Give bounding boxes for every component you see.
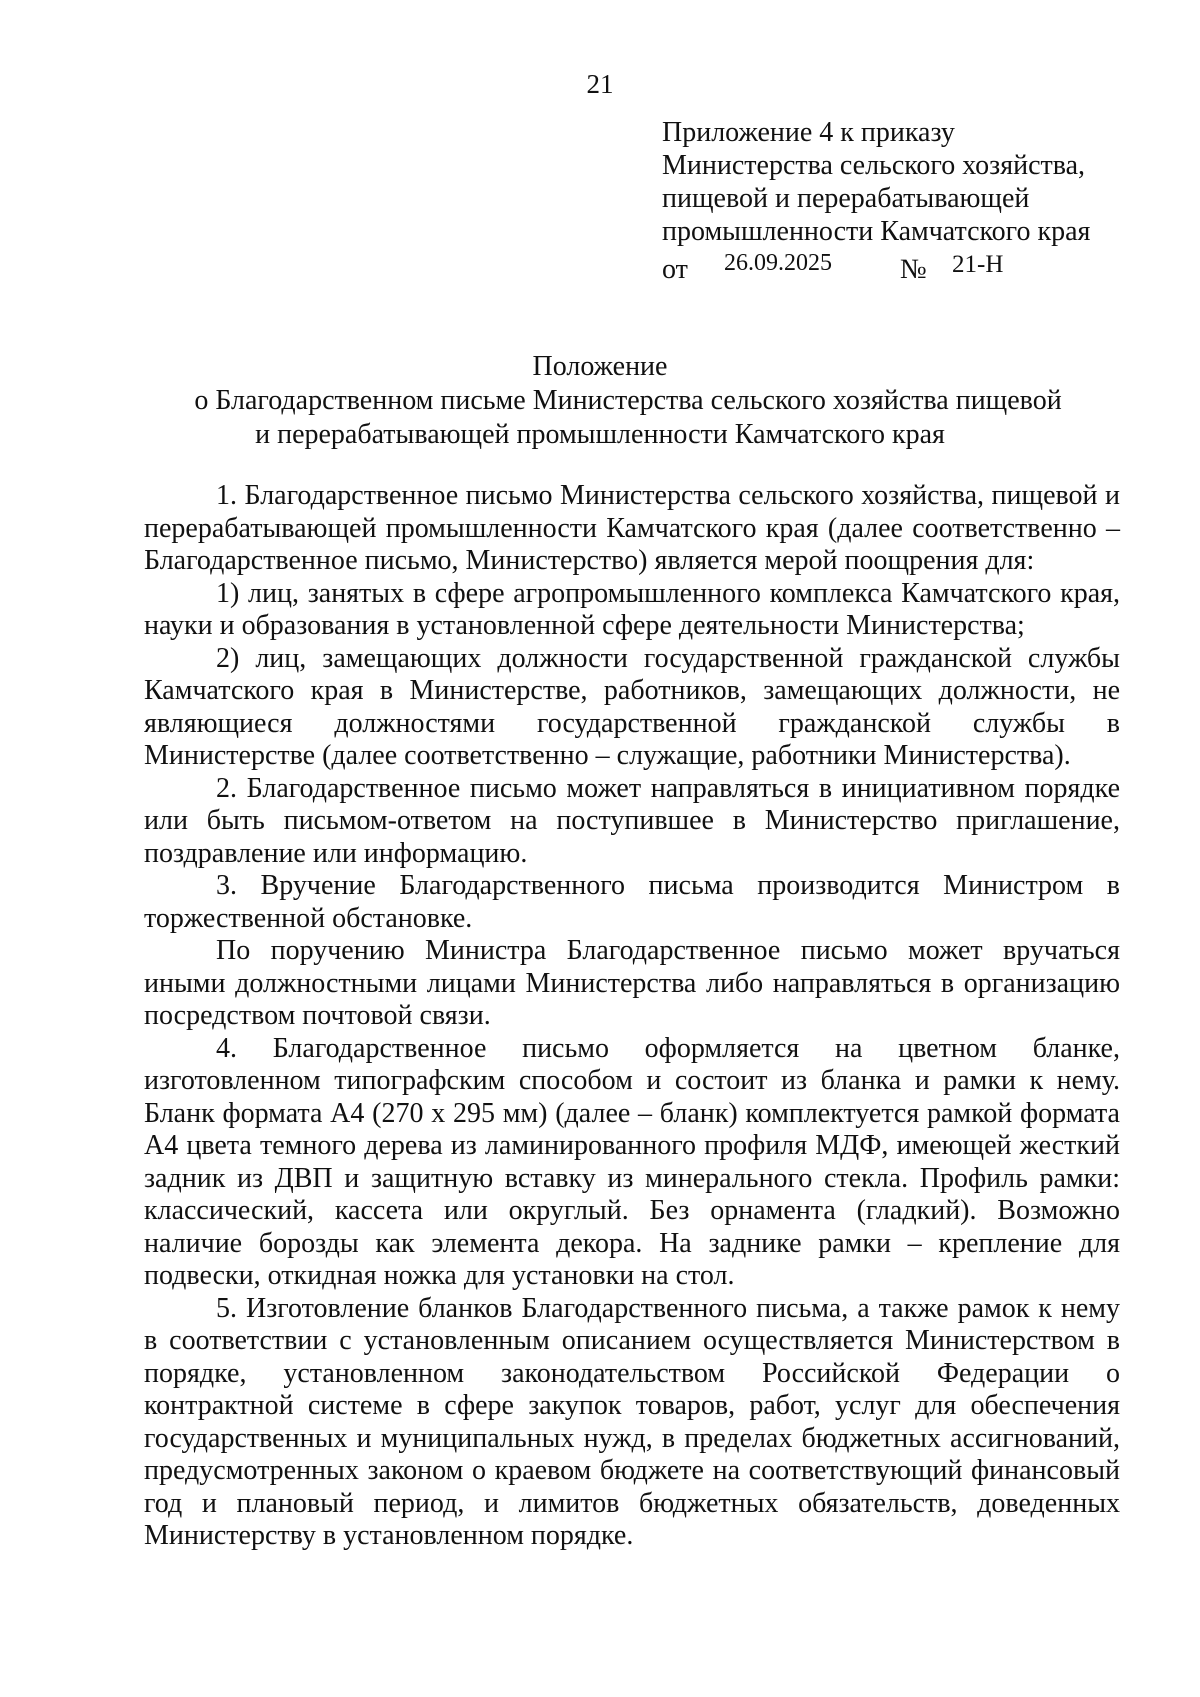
page-number: 21 xyxy=(586,69,614,99)
document-title xyxy=(0,350,1200,452)
appendix-line-2: Министерства сельского хозяйства, xyxy=(662,150,1086,181)
paragraph-4: 4. Благодарственное письмо оформляется на цветном бланке, изготовленном типографским способом и состоит из бланка и рамки к нему. Бланк формата А4 (270 х 295 мм) (далее – бланк) комплектуется рамкой формата А4 цвета темного дерева из ламинированного профиля МДФ, имеющей жесткий задник из ДВП и защитную вставку из минерального стекла. Профиль рамки: классический, кассета или округлый. Без орнамента (гладкий). Возможно наличие борозды как элемента декора. На заднике рамки – крепление для подвески, откидная ножка для установки на стол. xyxy=(144,1032,1120,1291)
appendix-line-3: пищевой и перерабатывающей xyxy=(662,183,1030,214)
date-prefix: от xyxy=(662,254,688,285)
paragraph-3: 3. Вручение Благодарственного письма производится Министром в торжественной обстановке. xyxy=(144,870,1120,934)
order-number: 21-Н xyxy=(952,251,1004,278)
appendix-line-1: Приложение 4 к приказу xyxy=(662,117,955,148)
paragraph-1-item-2: 2) лиц, замещающих должности государственной гражданской службы Камчатского края в Министерстве, работников, замещающих должности, не являющиеся должностями государственной гражданской службы в Министерстве (далее соответственно – служащие, работники Министерства). xyxy=(144,642,1120,771)
order-date-number-row xyxy=(662,249,1182,285)
appendix-block xyxy=(662,116,1182,285)
document-body xyxy=(144,480,1120,1553)
order-date: 26.09.2025 xyxy=(724,250,832,276)
paragraph-3-continued: По поручению Министра Благодарственное письмо может вручаться иными должностными лицами Министерства либо направляться в организацию посредством почтовой связи. xyxy=(144,935,1120,1031)
title-line-2: и перерабатывающей промышленности Камчатского края xyxy=(255,419,945,450)
number-sign: № xyxy=(900,254,927,285)
paragraph-2: 2. Благодарственное письмо может направляться в инициативном порядке или быть письмом-ответом на поступившее в Министерство приглашение, поздравление или информацию. xyxy=(144,772,1120,869)
paragraph-1: 1. Благодарственное письмо Министерства сельского хозяйства, пищевой и перерабатывающей промышленности Камчатского края (далее соответственно – Благодарственное письмо, Министерство) является мерой поощрения для: xyxy=(144,480,1120,576)
paragraph-5: 5. Изготовление бланков Благодарственного письма, а также рамок к нему в соответствии с установленным описанием осуществляется Министерством в порядке, установленном законодательством Российской Федерации о контрактной системе в сфере закупок товаров, работ, услуг для обеспечения государственных и муниципальных нужд, в пределах бюджетных ассигнований, предусмотренных законом о краевом бюджете на соответствующий финансовый год и плановый период, и лимитов бюджетных обязательств, доведенных Министерству в установленном порядке. xyxy=(144,1292,1120,1551)
title-heading: Положение xyxy=(532,351,668,382)
title-line-1: о Благодарственном письме Министерства сельского хозяйства пищевой xyxy=(194,385,1062,416)
paragraph-1-item-1: 1) лиц, занятых в сфере агропромышленного комплекса Камчатского края, науки и образования в установленной сфере деятельности Министерства; xyxy=(144,577,1120,641)
appendix-line-4: промышленности Камчатского края xyxy=(662,216,1091,247)
